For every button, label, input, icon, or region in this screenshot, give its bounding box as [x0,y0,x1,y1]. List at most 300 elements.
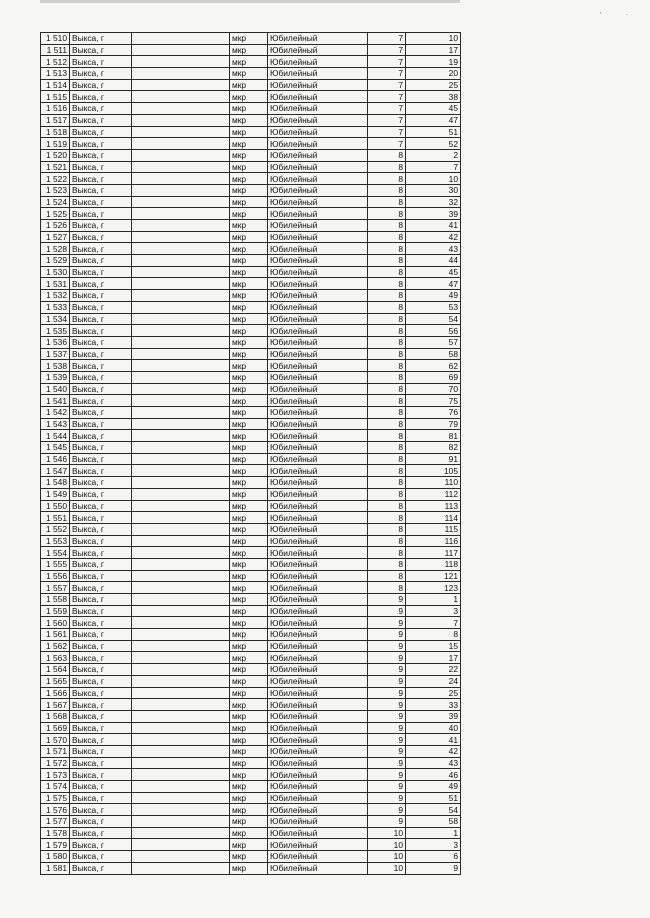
blank-cell [132,640,230,652]
row-number: 1 546 [41,453,70,465]
house-cell: 9 [368,781,406,793]
settlement-type-cell: мкр [230,255,268,267]
city-cell: Выкса, г [70,313,132,325]
city-cell: Выкса, г [70,512,132,524]
table-row [41,488,461,500]
table-row [41,734,461,746]
flat-cell: 42 [406,745,461,757]
blank-cell [132,103,230,115]
blank-cell [132,114,230,126]
city-cell: Выкса, г [70,208,132,220]
blank-cell [132,745,230,757]
blank-cell [132,675,230,687]
blank-cell [132,336,230,348]
flat-cell: 9 [406,862,461,874]
flat-cell: 49 [406,781,461,793]
row-number: 1 510 [41,33,70,45]
street-cell: Юбилейный [268,126,368,138]
city-cell: Выкса, г [70,383,132,395]
flat-cell: 39 [406,710,461,722]
blank-cell [132,851,230,863]
house-cell: 8 [368,208,406,220]
settlement-type-cell: мкр [230,103,268,115]
settlement-type-cell: мкр [230,348,268,360]
row-number: 1 534 [41,313,70,325]
city-cell: Выкса, г [70,103,132,115]
house-cell: 8 [368,290,406,302]
blank-cell [132,243,230,255]
blank-cell [132,477,230,489]
table-row [41,68,461,80]
house-cell: 9 [368,699,406,711]
table-row [41,278,461,290]
settlement-type-cell: мкр [230,512,268,524]
table-row [41,208,461,220]
street-cell: Юбилейный [268,68,368,80]
blank-cell [132,126,230,138]
flat-cell: 58 [406,816,461,828]
row-number: 1 536 [41,336,70,348]
table-row [41,512,461,524]
flat-cell: 24 [406,675,461,687]
flat-cell: 22 [406,664,461,676]
street-cell: Юбилейный [268,804,368,816]
house-cell: 8 [368,360,406,372]
flat-cell: 45 [406,103,461,115]
street-cell: Юбилейный [268,442,368,454]
house-cell: 8 [368,570,406,582]
flat-cell: 113 [406,500,461,512]
city-cell: Выкса, г [70,149,132,161]
row-number: 1 581 [41,862,70,874]
blank-cell [132,56,230,68]
city-cell: Выкса, г [70,79,132,91]
settlement-type-cell: мкр [230,558,268,570]
blank-cell [132,500,230,512]
house-cell: 9 [368,652,406,664]
settlement-type-cell: мкр [230,523,268,535]
house-cell: 7 [368,138,406,150]
blank-cell [132,371,230,383]
blank-cell [132,488,230,500]
flat-cell: 2 [406,149,461,161]
flat-cell: 7 [406,617,461,629]
settlement-type-cell: мкр [230,500,268,512]
settlement-type-cell: мкр [230,710,268,722]
city-cell: Выкса, г [70,582,132,594]
settlement-type-cell: мкр [230,605,268,617]
settlement-type-cell: мкр [230,220,268,232]
flat-cell: 91 [406,453,461,465]
table-row [41,220,461,232]
city-cell: Выкса, г [70,243,132,255]
blank-cell [132,547,230,559]
street-cell: Юбилейный [268,301,368,313]
row-number: 1 557 [41,582,70,594]
flat-cell: 15 [406,640,461,652]
blank-cell [132,827,230,839]
house-cell: 8 [368,301,406,313]
house-cell: 9 [368,629,406,641]
settlement-type-cell: мкр [230,418,268,430]
city-cell: Выкса, г [70,792,132,804]
table-row [41,325,461,337]
house-cell: 9 [368,675,406,687]
blank-cell [132,664,230,676]
blank-cell [132,91,230,103]
street-cell: Юбилейный [268,781,368,793]
table-row [41,757,461,769]
row-number: 1 515 [41,91,70,103]
flat-cell: 32 [406,196,461,208]
house-cell: 8 [368,535,406,547]
house-cell: 7 [368,126,406,138]
flat-cell: 81 [406,430,461,442]
row-number: 1 565 [41,675,70,687]
street-cell: Юбилейный [268,313,368,325]
table-row [41,769,461,781]
street-cell: Юбилейный [268,418,368,430]
blank-cell [132,68,230,80]
row-number: 1 520 [41,149,70,161]
flat-cell: 3 [406,605,461,617]
house-cell: 9 [368,769,406,781]
row-number: 1 538 [41,360,70,372]
flat-cell: 46 [406,769,461,781]
street-cell: Юбилейный [268,243,368,255]
scan-mark-b: . [626,10,628,17]
settlement-type-cell: мкр [230,430,268,442]
house-cell: 9 [368,734,406,746]
register-body [41,33,461,875]
table-row [41,383,461,395]
house-cell: 8 [368,582,406,594]
city-cell: Выкса, г [70,745,132,757]
street-cell: Юбилейный [268,208,368,220]
blank-cell [132,687,230,699]
blank-cell [132,804,230,816]
table-row [41,570,461,582]
street-cell: Юбилейный [268,687,368,699]
settlement-type-cell: мкр [230,208,268,220]
blank-cell [132,605,230,617]
settlement-type-cell: мкр [230,313,268,325]
table-row [41,149,461,161]
city-cell: Выкса, г [70,757,132,769]
flat-cell: 47 [406,278,461,290]
blank-cell [132,617,230,629]
house-cell: 7 [368,44,406,56]
blank-cell [132,652,230,664]
blank-cell [132,33,230,45]
blank-cell [132,173,230,185]
settlement-type-cell: мкр [230,325,268,337]
row-number: 1 542 [41,407,70,419]
settlement-type-cell: мкр [230,442,268,454]
flat-cell: 54 [406,804,461,816]
table-row [41,231,461,243]
house-cell: 7 [368,56,406,68]
house-cell: 8 [368,547,406,559]
flat-cell: 41 [406,220,461,232]
settlement-type-cell: мкр [230,383,268,395]
street-cell: Юбилейный [268,605,368,617]
row-number: 1 568 [41,710,70,722]
house-cell: 8 [368,184,406,196]
house-cell: 9 [368,617,406,629]
table-row [41,792,461,804]
table-row [41,33,461,45]
table-row [41,126,461,138]
row-number: 1 525 [41,208,70,220]
flat-cell: 79 [406,418,461,430]
street-cell: Юбилейный [268,255,368,267]
house-cell: 8 [368,407,406,419]
row-number: 1 523 [41,184,70,196]
city-cell: Выкса, г [70,418,132,430]
city-cell: Выкса, г [70,769,132,781]
settlement-type-cell: мкр [230,33,268,45]
settlement-type-cell: мкр [230,453,268,465]
settlement-type-cell: мкр [230,477,268,489]
settlement-type-cell: мкр [230,173,268,185]
blank-cell [132,453,230,465]
table-row [41,301,461,313]
flat-cell: 30 [406,184,461,196]
flat-cell: 3 [406,839,461,851]
house-cell: 7 [368,33,406,45]
settlement-type-cell: мкр [230,851,268,863]
row-number: 1 527 [41,231,70,243]
blank-cell [132,570,230,582]
table-row [41,629,461,641]
house-cell: 8 [368,453,406,465]
table-row [41,781,461,793]
street-cell: Юбилейный [268,266,368,278]
row-number: 1 551 [41,512,70,524]
house-cell: 8 [368,149,406,161]
city-cell: Выкса, г [70,570,132,582]
row-number: 1 554 [41,547,70,559]
flat-cell: 57 [406,336,461,348]
row-number: 1 518 [41,126,70,138]
row-number: 1 535 [41,325,70,337]
flat-cell: 62 [406,360,461,372]
flat-cell: 118 [406,558,461,570]
city-cell: Выкса, г [70,161,132,173]
flat-cell: 47 [406,114,461,126]
table-row [41,243,461,255]
table-row [41,103,461,115]
table-row [41,360,461,372]
city-cell: Выкса, г [70,395,132,407]
city-cell: Выкса, г [70,827,132,839]
row-number: 1 566 [41,687,70,699]
settlement-type-cell: мкр [230,126,268,138]
table-row [41,91,461,103]
city-cell: Выкса, г [70,371,132,383]
street-cell: Юбилейный [268,196,368,208]
settlement-type-cell: мкр [230,407,268,419]
house-cell: 7 [368,91,406,103]
city-cell: Выкса, г [70,44,132,56]
flat-cell: 41 [406,734,461,746]
house-cell: 7 [368,114,406,126]
city-cell: Выкса, г [70,523,132,535]
flat-cell: 76 [406,407,461,419]
settlement-type-cell: мкр [230,722,268,734]
blank-cell [132,208,230,220]
city-cell: Выкса, г [70,266,132,278]
city-cell: Выкса, г [70,652,132,664]
street-cell: Юбилейный [268,336,368,348]
city-cell: Выкса, г [70,640,132,652]
row-number: 1 545 [41,442,70,454]
blank-cell [132,465,230,477]
house-cell: 7 [368,68,406,80]
flat-cell: 1 [406,827,461,839]
table-row [41,816,461,828]
table-row [41,161,461,173]
house-cell: 8 [368,442,406,454]
settlement-type-cell: мкр [230,79,268,91]
row-number: 1 526 [41,220,70,232]
street-cell: Юбилейный [268,395,368,407]
city-cell: Выкса, г [70,91,132,103]
row-number: 1 574 [41,781,70,793]
row-number: 1 577 [41,816,70,828]
row-number: 1 522 [41,173,70,185]
top-edge-line [40,0,460,3]
street-cell: Юбилейный [268,231,368,243]
table-row [41,184,461,196]
flat-cell: 17 [406,44,461,56]
row-number: 1 558 [41,594,70,606]
row-number: 1 516 [41,103,70,115]
settlement-type-cell: мкр [230,745,268,757]
table-row [41,500,461,512]
street-cell: Юбилейный [268,582,368,594]
house-cell: 9 [368,722,406,734]
street-cell: Юбилейный [268,56,368,68]
street-cell: Юбилейный [268,465,368,477]
street-cell: Юбилейный [268,512,368,524]
house-cell: 8 [368,465,406,477]
house-cell: 8 [368,278,406,290]
row-number: 1 550 [41,500,70,512]
row-number: 1 552 [41,523,70,535]
flat-cell: 123 [406,582,461,594]
street-cell: Юбилейный [268,290,368,302]
row-number: 1 560 [41,617,70,629]
flat-cell: 25 [406,687,461,699]
flat-cell: 69 [406,371,461,383]
row-number: 1 556 [41,570,70,582]
street-cell: Юбилейный [268,816,368,828]
street-cell: Юбилейный [268,675,368,687]
city-cell: Выкса, г [70,804,132,816]
city-cell: Выкса, г [70,488,132,500]
settlement-type-cell: мкр [230,91,268,103]
street-cell: Юбилейный [268,699,368,711]
blank-cell [132,558,230,570]
city-cell: Выкса, г [70,290,132,302]
flat-cell: 51 [406,126,461,138]
flat-cell: 40 [406,722,461,734]
blank-cell [132,512,230,524]
settlement-type-cell: мкр [230,243,268,255]
street-cell: Юбилейный [268,629,368,641]
blank-cell [132,535,230,547]
flat-cell: 45 [406,266,461,278]
settlement-type-cell: мкр [230,184,268,196]
blank-cell [132,594,230,606]
street-cell: Юбилейный [268,33,368,45]
city-cell: Выкса, г [70,173,132,185]
blank-cell [132,839,230,851]
settlement-type-cell: мкр [230,652,268,664]
settlement-type-cell: мкр [230,535,268,547]
settlement-type-cell: мкр [230,149,268,161]
blank-cell [132,523,230,535]
street-cell: Юбилейный [268,161,368,173]
table-row [41,290,461,302]
row-number: 1 541 [41,395,70,407]
street-cell: Юбилейный [268,547,368,559]
row-number: 1 564 [41,664,70,676]
table-row [41,582,461,594]
row-number: 1 511 [41,44,70,56]
row-number: 1 532 [41,290,70,302]
city-cell: Выкса, г [70,348,132,360]
city-cell: Выкса, г [70,594,132,606]
settlement-type-cell: мкр [230,827,268,839]
blank-cell [132,699,230,711]
city-cell: Выкса, г [70,734,132,746]
city-cell: Выкса, г [70,220,132,232]
table-row [41,710,461,722]
row-number: 1 530 [41,266,70,278]
flat-cell: 105 [406,465,461,477]
street-cell: Юбилейный [268,430,368,442]
house-cell: 9 [368,594,406,606]
house-cell: 9 [368,664,406,676]
settlement-type-cell: мкр [230,640,268,652]
blank-cell [132,360,230,372]
row-number: 1 561 [41,629,70,641]
street-cell: Юбилейный [268,652,368,664]
flat-cell: 10 [406,33,461,45]
blank-cell [132,348,230,360]
flat-cell: 43 [406,243,461,255]
table-row [41,605,461,617]
city-cell: Выкса, г [70,675,132,687]
city-cell: Выкса, г [70,360,132,372]
street-cell: Юбилейный [268,488,368,500]
flat-cell: 82 [406,442,461,454]
house-cell: 8 [368,512,406,524]
street-cell: Юбилейный [268,839,368,851]
settlement-type-cell: мкр [230,570,268,582]
blank-cell [132,734,230,746]
table-row [41,56,461,68]
house-cell: 9 [368,792,406,804]
row-number: 1 533 [41,301,70,313]
table-row [41,79,461,91]
street-cell: Юбилейный [268,535,368,547]
city-cell: Выкса, г [70,605,132,617]
house-cell: 8 [368,477,406,489]
